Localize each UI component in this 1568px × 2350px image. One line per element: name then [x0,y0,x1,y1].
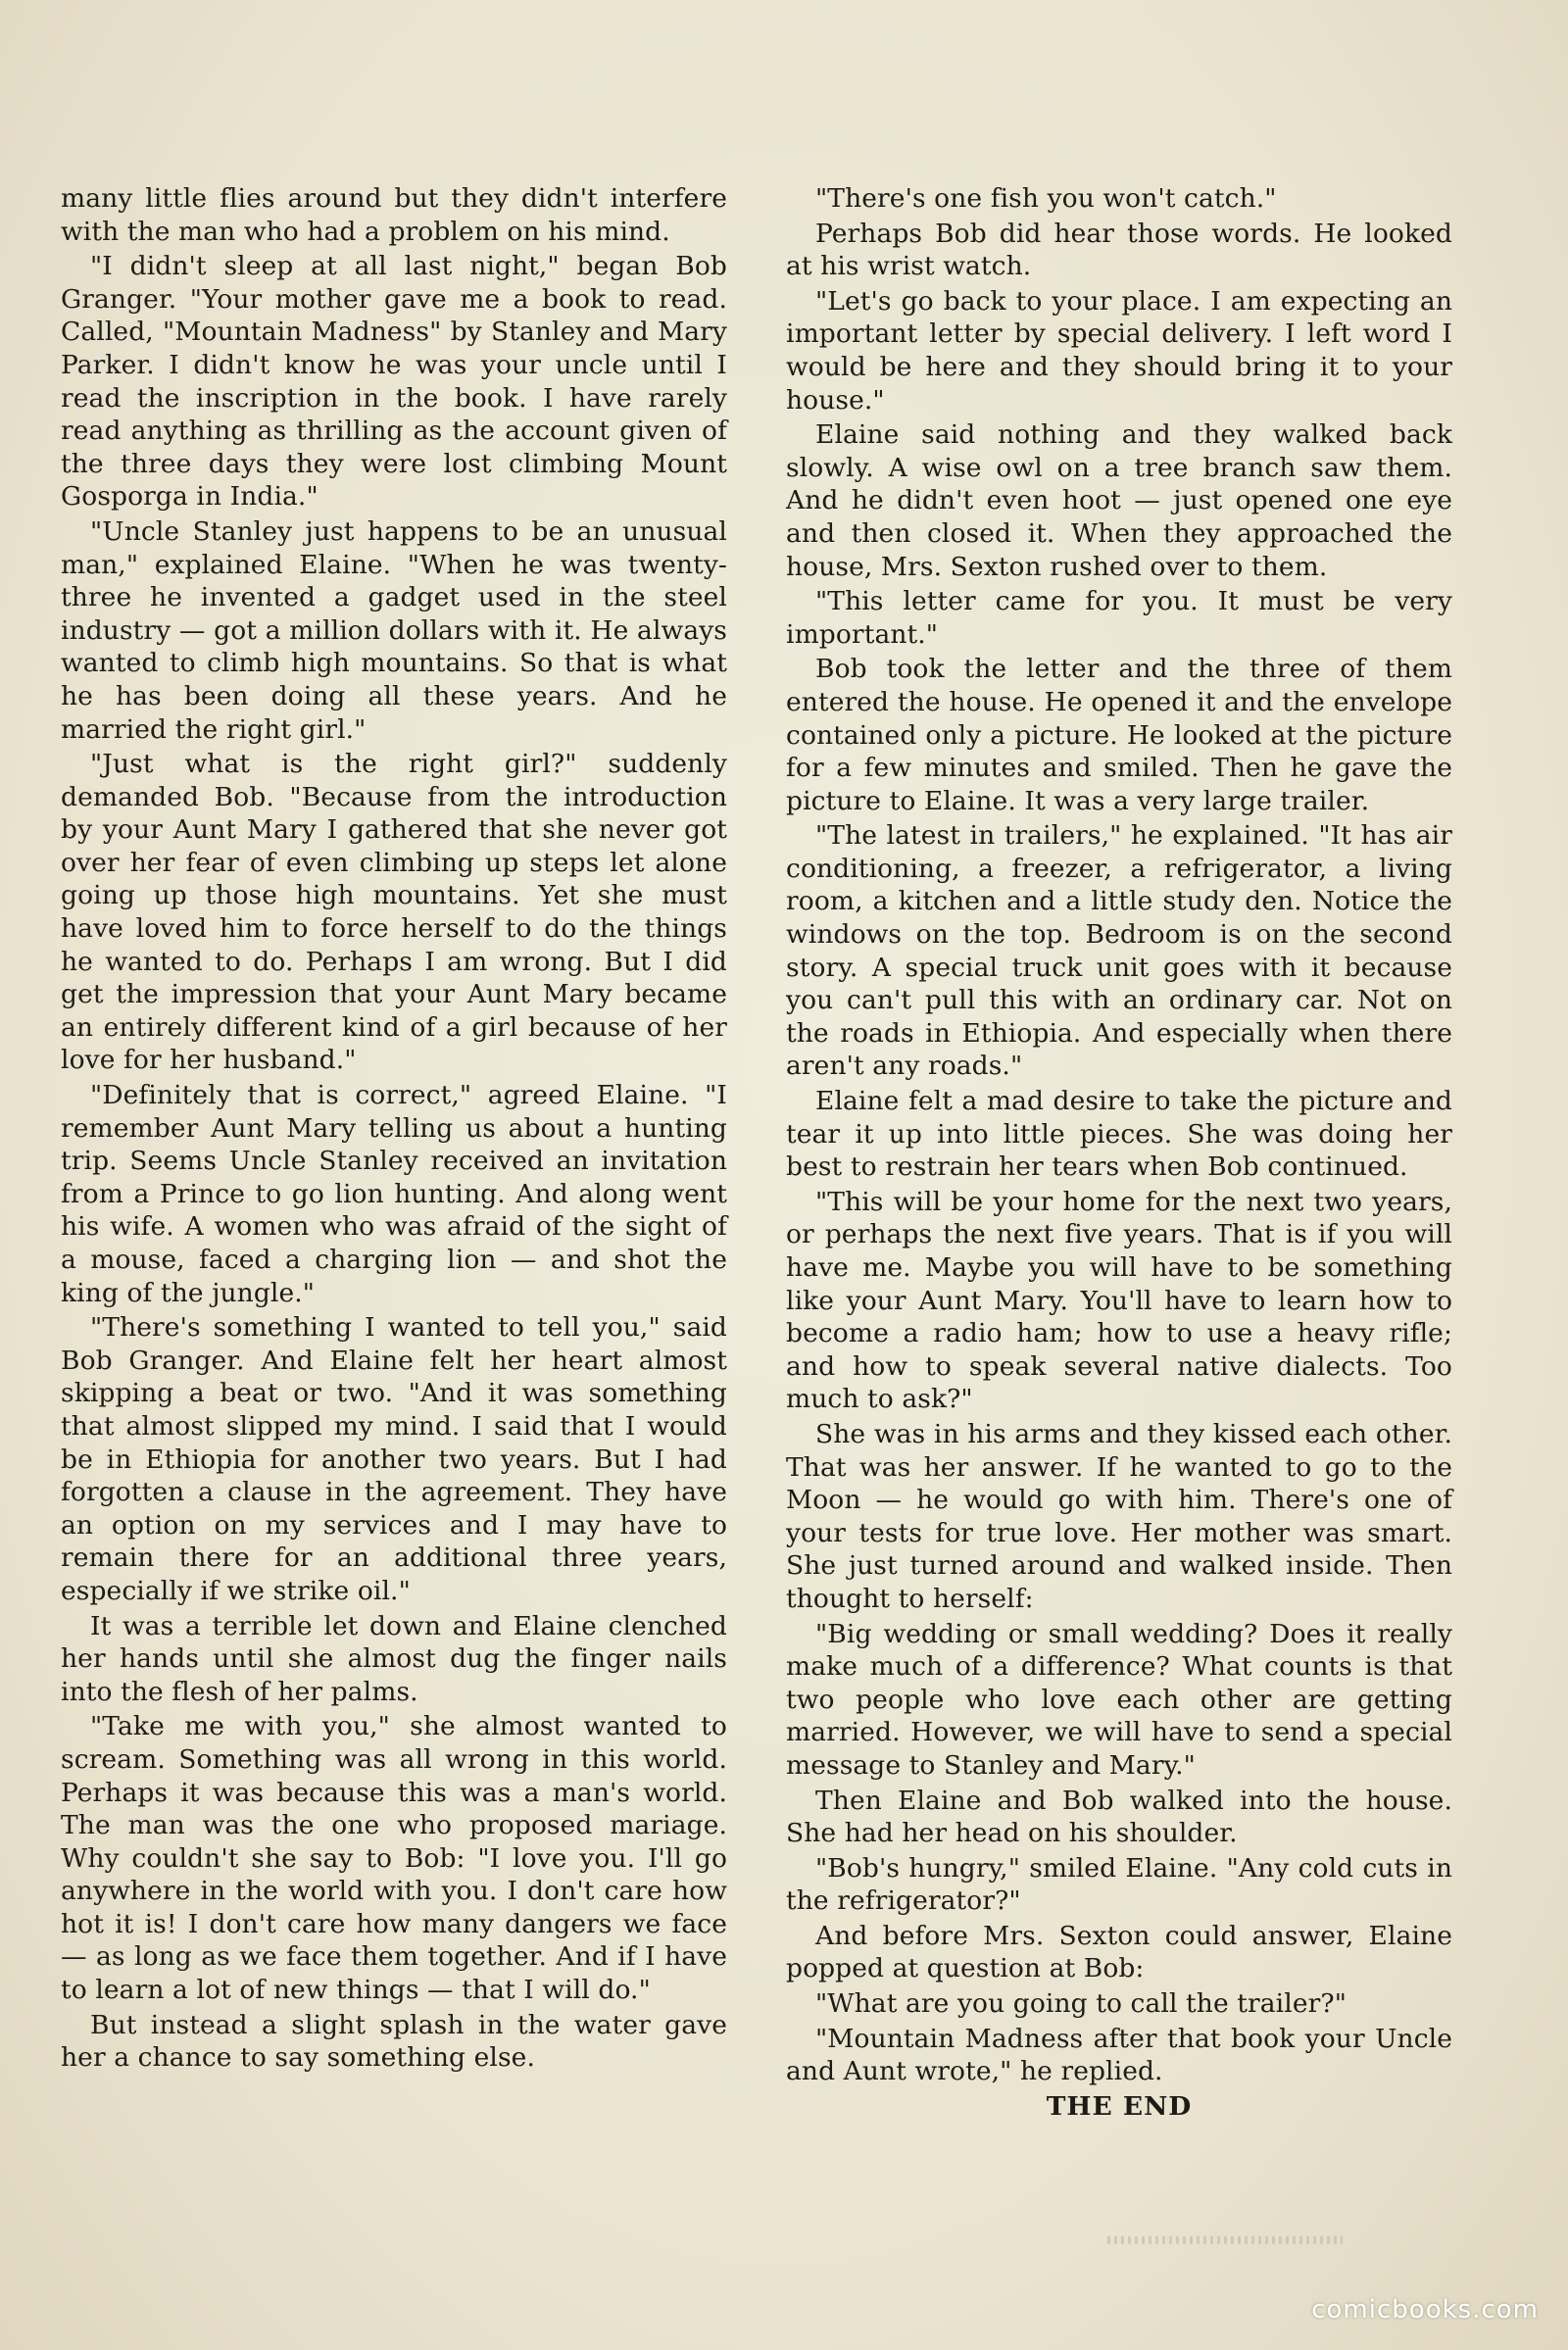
paragraph: Perhaps Bob did hear those words. He looked at his wrist watch. [786,218,1452,282]
paragraph: Bob took the letter and the three of them entered the house. He opened it and the envelope contained only a picture. He looked at the picture for a few minutes and smiled. Then he gave the picture to Elaine. It was a very large trailer. [786,654,1452,816]
watermark: comicbooks.com [1311,2295,1539,2325]
paragraph: "Definitely that is correct," agreed Elaine. "I remember Aunt Mary telling us about a hunting trip. Seems Uncle Stanley received an invitation from a Prince to go lion hunting. And along went his wife. A women who was afraid of the sight of a mouse, faced a charging lion — and shot the king of the jungle." [61,1080,727,1308]
paragraph: Then Elaine and Bob walked into the house. She had her head on his shoulder. [786,1785,1452,1849]
paragraph: "Uncle Stanley just happens to be an unusual man," explained Elaine. "When he was twenty-three he invented a gadget used in the steel industry — got a million dollars with it. He always wanted to climb high mountains. So that is what he has been doing all these years. And he married the right girl." [61,515,727,745]
paragraph: "Just what is the right girl?" suddenly demanded Bob. "Because from the introduction by your Aunt Mary I gathered that she never got over her fear of even climbing up steps let alone going up those high mountains. Yet she must have loved him to force herself to do the things he wanted to do. Perhaps I am wrong. But I did get the impression that your Aunt Mary became an entirely different kind of a girl because of her love for her husband." [61,749,727,1076]
paragraph: "There's one fish you won't catch." [815,183,1277,214]
paragraph: "What are you going to call the trailer?" [815,1988,1347,2020]
paragraph: "Let's go back to your place. I am expecting an important letter by special delivery. I left word I would be here and they should bring it to your house." [786,285,1452,416]
left-text-column [61,182,727,2077]
paragraph: Elaine felt a mad desire to take the picture and tear it up into little pieces. She was doing her best to restrain her tears when Bob continued. [786,1086,1452,1183]
paragraph: "There's something I wanted to tell you," said Bob Granger. And Elaine felt her heart almost skipping a beat or two. "And it was something that almost slipped my mind. I said that I would be in Ethiopia for another two years. But I had forgotten a clause in the agreement. They have an option on my services and I may have to remain there for an additional three years, especially if we strike oil." [61,1312,727,1606]
paragraph: "The latest in trailers," he explained. "It has air conditioning, a freezer, a refrigerator, a living room, a kitchen and a little study den. Notice the windows on the top. Bedroom is on the second story. A special truck unit goes with it because you can't pull this with an ordinary car. Not on the roads in Ethiopia. And especially when there aren't any roads." [786,820,1452,1082]
paragraph: It was a terrible let down and Elaine clenched her hands until she almost dug the finger nails into the flesh of her palms. [61,1610,727,1707]
paragraph: "Mountain Madness after that book your Uncle and Aunt wrote," he replied. [786,2023,1452,2087]
right-text-column [786,182,1452,2125]
paragraph: many little flies around but they didn't interfere with the man who had a problem on his mind. [61,183,727,247]
paragraph: "I didn't sleep at all last night," began Bob Granger. "Your mother gave me a book to read. Called, "Mountain Madness" by Stanley and Mary Parker. I didn't know he was your uncle until I read the inscription in the book. I have rarely read anything as thrilling as the account given of the three days they were lost climbing Mount Gosporga in India." [61,251,727,513]
paragraph: "This letter came for you. It must be very important." [786,586,1452,650]
print-smudge [1107,2236,1343,2244]
paragraph: "Take me with you," she almost wanted to scream. Something was all wrong in this world. Perhaps it was because this was a man's world. The man was the one who proposed mariage. Why couldn't she say to Bob: "I love you. I'll go anywhere in the world with you. I don't care how hot it is! I don't care how many dangers we face — as long as we face them together. And if I have to learn a lot of new things — that I will do." [61,1711,727,2006]
paragraph: Elaine said nothing and they walked back slowly. A wise owl on a tree branch saw them. And he didn't even hoot — just opened one eye and then closed it. When they approached the house, Mrs. Sexton rushed over to them. [786,419,1452,582]
paragraph: But instead a slight splash in the water gave her a chance to say something else. [61,2009,727,2074]
paragraph: "Big wedding or small wedding? Does it really make much of a difference? What counts is that two people who love each other are getting married. However, we will have to send a special message to Stanley and Mary." [786,1618,1452,1781]
paragraph: And before Mrs. Sexton could answer, Elaine popped at question at Bob: [786,1920,1452,1984]
the-end-label: THE END [1046,2090,1193,2122]
paragraph: She was in his arms and they kissed each other. That was her answer. If he wanted to go to the Moon — he would go with him. There's one of your tests for true love. Her mother was smart. She just turned around and walked inside. Then thought to herself: [786,1418,1452,1614]
paragraph: "This will be your home for the next two years, or perhaps the next five years. That is if you will have me. Maybe you will have to be something like your Aunt Mary. You'll have to learn how to become a radio ham; how to use a heavy rifle; and how to speak several native dialects. Too much to ask?" [786,1186,1452,1415]
paragraph: "Bob's hungry," smiled Elaine. "Any cold cuts in the refrigerator?" [786,1852,1452,1917]
